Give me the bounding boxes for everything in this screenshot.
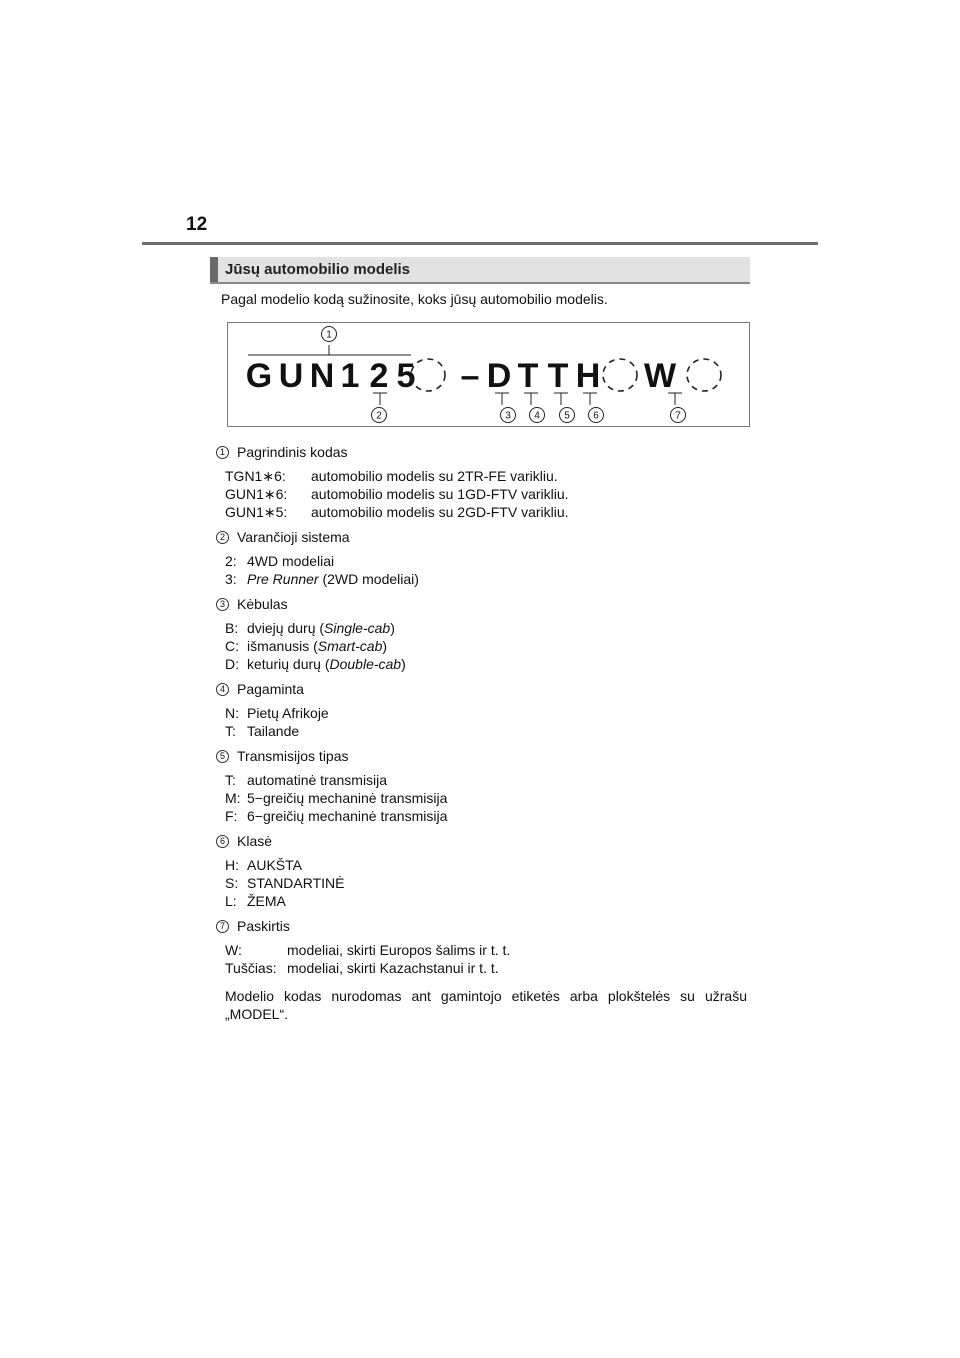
entry-code: T: (225, 723, 236, 739)
legend-entry (225, 771, 756, 789)
entry-code: Tuščias: (225, 960, 277, 976)
legend-entries (225, 941, 756, 977)
entry-text: automobilio modelis su 2GD-FTV varikliu. (311, 504, 569, 520)
entry-code: W: (225, 942, 242, 958)
entry-code: S: (225, 875, 239, 891)
code-letter: 1 (340, 357, 360, 395)
code-letter: T (547, 357, 569, 395)
entry-text: Pietų Afrikoje (247, 705, 329, 721)
legend-item-title: Pagrindinis kodas (237, 444, 348, 460)
entry-italic-text: Double-cab (329, 656, 402, 672)
entry-description (247, 619, 395, 637)
legend-entry (225, 941, 756, 959)
entry-description (247, 552, 334, 570)
legend-item-header (216, 832, 756, 850)
entry-description (247, 771, 387, 789)
entry-description (247, 722, 299, 740)
legend-entry (225, 485, 756, 503)
legend-number-badge: 1 (216, 446, 229, 459)
section-header-bar (210, 257, 218, 282)
entry-text: 4WD modeliai (247, 553, 335, 569)
entry-text: keturių durų ( (247, 656, 330, 672)
entry-description (247, 637, 387, 655)
legend-item-title: Pagaminta (237, 681, 304, 697)
legend-entry (225, 856, 756, 874)
legend-item (216, 680, 756, 740)
legend-entry (225, 807, 756, 825)
entry-description (287, 941, 510, 959)
marker-number: 2 (376, 410, 382, 422)
legend-item-header (216, 528, 756, 546)
legend-item-header (216, 680, 756, 698)
entry-italic-text: Smart-cab (317, 638, 383, 654)
entry-text-suffix: ) (382, 638, 388, 654)
legend-item-header (216, 747, 756, 765)
entry-text: modeliai, skirti Europos šalims ir t. t. (287, 942, 511, 958)
code-letter: W (643, 357, 677, 395)
entry-text-suffix: (2WD modeliai) (318, 571, 419, 587)
section-title: Jūsų automobilio modelis (225, 261, 411, 278)
entry-description (311, 503, 569, 521)
legend-item (216, 595, 756, 673)
entry-code: M: (225, 790, 241, 806)
entry-code: 3: (225, 571, 237, 587)
legend-entry (225, 467, 756, 485)
legend-entry (225, 552, 756, 570)
entry-text: automobilio modelis su 2TR-FE varikliu. (311, 468, 558, 484)
entry-description (247, 856, 302, 874)
legend-item-title: Paskirtis (237, 918, 290, 934)
legend-number-badge: 2 (216, 531, 229, 544)
entry-italic-text: Single-cab (324, 620, 391, 636)
entry-text: 6−greičių mechaninė transmisija (247, 808, 448, 824)
code-letter: 5 (396, 357, 416, 395)
entry-text: automatinė transmisija (247, 772, 388, 788)
marker-number: 7 (675, 410, 681, 422)
entry-description (247, 655, 406, 673)
code-letter: D (486, 357, 512, 395)
placeholder-circle (687, 359, 721, 391)
marker-number: 6 (593, 410, 599, 422)
legend-entry (225, 570, 756, 588)
entry-text: automobilio modelis su 1GD-FTV varikliu. (311, 486, 569, 502)
entry-text-suffix: ) (390, 620, 395, 636)
legend-entry (225, 892, 756, 910)
entry-description (247, 892, 286, 910)
entry-description (247, 789, 447, 807)
legend-entries (225, 856, 756, 910)
legend-entries (225, 552, 756, 588)
legend-number-badge: 7 (216, 920, 229, 933)
code-letter: G (245, 357, 273, 395)
section-header (210, 257, 750, 284)
legend-entries (225, 704, 756, 740)
code-letter: N (309, 357, 335, 395)
entry-text: Tailande (247, 723, 300, 739)
entry-description (311, 485, 569, 503)
entry-code: F: (225, 808, 238, 824)
entry-code: 2: (225, 553, 237, 569)
entry-code: L: (225, 893, 237, 909)
entry-description (247, 704, 329, 722)
legend-item-header (216, 443, 756, 461)
legend-item-header (216, 917, 756, 935)
entry-code: T: (225, 772, 236, 788)
legend-number-badge: 5 (216, 750, 229, 763)
legend-entry (225, 789, 756, 807)
legend-entry (225, 959, 756, 977)
entry-italic-text: Pre Runner (247, 571, 319, 587)
legend-item-title: Kėbulas (237, 596, 288, 612)
marker-number: 3 (505, 410, 511, 422)
marker-number: 1 (326, 329, 332, 341)
code-letter: 2 (369, 357, 389, 395)
marker-number: 4 (534, 410, 540, 422)
legend-number-badge: 6 (216, 835, 229, 848)
legend-entry (225, 722, 756, 740)
legend-number-badge: 3 (216, 598, 229, 611)
legend-item (216, 917, 756, 977)
entry-code: B: (225, 620, 239, 636)
legend-entry (225, 503, 756, 521)
legend-entry (225, 637, 756, 655)
model-code-diagram (227, 322, 750, 427)
code-letter: H (575, 357, 601, 395)
entry-description (247, 807, 447, 825)
entry-text: STANDARTINĖ (247, 875, 345, 891)
entry-description (311, 467, 558, 485)
legend-item (216, 443, 756, 521)
header-rule (142, 242, 818, 245)
legend-item (216, 747, 756, 825)
legend-item (216, 528, 756, 588)
code-letter: – (460, 357, 480, 395)
entry-description (247, 570, 419, 588)
page-number: 12 (186, 214, 208, 235)
entry-code: GUN1∗6: (225, 486, 288, 502)
legend-item-title: Transmisijos tipas (237, 748, 349, 764)
entry-code: TGN1∗6: (225, 468, 286, 484)
entry-text: išmanusis ( (247, 638, 318, 654)
legend-entries (225, 771, 756, 825)
entry-description (247, 874, 345, 892)
entry-text: AUKŠTA (247, 857, 302, 873)
entry-text: modeliai, skirti Kazachstanui ir t. t. (287, 960, 499, 976)
entry-text: ŽEMA (247, 893, 286, 909)
model-code-legend (216, 443, 756, 1023)
legend-entry (225, 655, 756, 673)
legend-entry (225, 874, 756, 892)
entry-description (287, 959, 499, 977)
placeholder-circle (411, 359, 445, 391)
entry-code: C: (225, 638, 239, 654)
entry-text-suffix: ) (401, 656, 406, 672)
legend-entry (225, 704, 756, 722)
legend-entry (225, 619, 756, 637)
closing-paragraph: Modelio kodas nurodomas ant gamintojo etiketės arba plokštelės su užrašu „MODEL“. (225, 988, 747, 1022)
marker-number: 5 (564, 410, 570, 422)
legend-item-header (216, 595, 756, 613)
entry-code: GUN1∗5: (225, 504, 288, 520)
entry-text: 5−greičių mechaninė transmisija (247, 790, 448, 806)
intro-text: Pagal modelio kodą sužinosite, koks jūsų automobilio modelis. (221, 291, 608, 307)
entry-code: N: (225, 705, 239, 721)
entry-code: H: (225, 857, 239, 873)
code-letter: U (278, 357, 304, 395)
entry-code: D: (225, 656, 239, 672)
placeholder-circle (603, 359, 637, 391)
legend-item (216, 832, 756, 910)
legend-entries (225, 467, 756, 521)
entry-text: dviejų durų ( (247, 620, 325, 636)
code-letter: T (517, 357, 539, 395)
legend-item-title: Varančioji sistema (237, 529, 350, 545)
legend-entries (225, 619, 756, 673)
model-code-diagram-svg (228, 323, 749, 426)
legend-item-title: Klasė (237, 833, 273, 849)
legend-number-badge: 4 (216, 683, 229, 696)
